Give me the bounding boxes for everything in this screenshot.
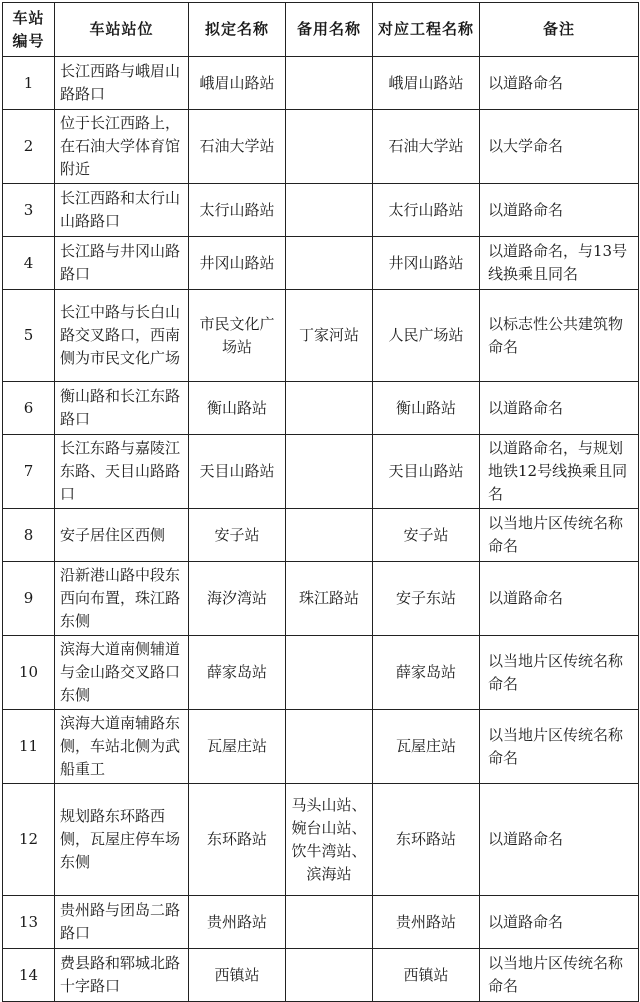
table-row: [3, 184, 639, 237]
station-number-cell: 6: [3, 382, 55, 435]
station-number-cell: 8: [3, 509, 55, 562]
table-row: [3, 949, 639, 1002]
remarks-cell: 以道路命名: [480, 57, 639, 110]
remarks-cell: 以标志性公共建筑物命名: [480, 290, 639, 382]
remarks-cell: 以当地片区传统名称命名: [480, 636, 639, 710]
proposed-name-cell: 天目山路站: [189, 435, 286, 509]
table-row: [3, 509, 639, 562]
remarks-cell: 以当地片区传统名称命名: [480, 949, 639, 1002]
station-location-cell: 长江东路与嘉陵江东路、天目山路路口: [55, 435, 189, 509]
station-location-cell: 长江西路和太行山山路路口: [55, 184, 189, 237]
proposed-name-cell: 西镇站: [189, 949, 286, 1002]
table-row: [3, 636, 639, 710]
remarks-cell: 以当地片区传统名称命名: [480, 509, 639, 562]
station-location-cell: 长江中路与长白山路交叉路口，西南侧为市民文化广场: [55, 290, 189, 382]
project-name-cell: 太行山路站: [373, 184, 480, 237]
station-location-cell: 规划路东环路西侧，瓦屋庄停车场东侧: [55, 784, 189, 896]
project-name-cell: 瓦屋庄站: [373, 710, 480, 784]
table-row: [3, 57, 639, 110]
table-row: [3, 710, 639, 784]
header-station-number: 车站编号: [3, 3, 55, 57]
alternate-name-cell: [286, 509, 373, 562]
station-table: [2, 2, 639, 1002]
proposed-name-cell: 峨眉山路站: [189, 57, 286, 110]
station-location-cell: 长江路与井冈山路路口: [55, 237, 189, 290]
proposed-name-cell: 井冈山路站: [189, 237, 286, 290]
station-number-cell: 7: [3, 435, 55, 509]
proposed-name-cell: 安子站: [189, 509, 286, 562]
station-location-cell: 位于长江西路上，在石油大学体育馆附近: [55, 110, 189, 184]
station-location-cell: 沿新港山路中段东西向布置，珠江路东侧: [55, 562, 189, 636]
remarks-cell: 以道路命名: [480, 562, 639, 636]
project-name-cell: 石油大学站: [373, 110, 480, 184]
alternate-name-cell: [286, 237, 373, 290]
remarks-cell: 以道路命名: [480, 382, 639, 435]
table-row: [3, 562, 639, 636]
station-location-cell: 滨海大道南侧辅道与金山路交叉路口东侧: [55, 636, 189, 710]
header-row: [3, 3, 639, 57]
remarks-cell: 以道路命名: [480, 184, 639, 237]
project-name-cell: 东环路站: [373, 784, 480, 896]
station-number-cell: 11: [3, 710, 55, 784]
station-number-cell: 5: [3, 290, 55, 382]
header-proposed-name: 拟定名称: [189, 3, 286, 57]
header-remarks: 备注: [480, 3, 639, 57]
table-row: [3, 237, 639, 290]
remarks-cell: 以道路命名: [480, 896, 639, 949]
alternate-name-cell: [286, 949, 373, 1002]
station-location-cell: 衡山路和长江东路路口: [55, 382, 189, 435]
alternate-name-cell: [286, 184, 373, 237]
remarks-cell: 以当地片区传统名称命名: [480, 710, 639, 784]
station-location-cell: 费县路和郓城北路十字路口: [55, 949, 189, 1002]
project-name-cell: 安子东站: [373, 562, 480, 636]
project-name-cell: 衡山路站: [373, 382, 480, 435]
table-row: [3, 435, 639, 509]
remarks-cell: 以道路命名: [480, 784, 639, 896]
project-name-cell: 井冈山路站: [373, 237, 480, 290]
project-name-cell: 西镇站: [373, 949, 480, 1002]
proposed-name-cell: 薛家岛站: [189, 636, 286, 710]
alternate-name-cell: [286, 710, 373, 784]
table-row: [3, 784, 639, 896]
proposed-name-cell: 衡山路站: [189, 382, 286, 435]
header-project-name: 对应工程名称: [373, 3, 480, 57]
station-number-cell: 4: [3, 237, 55, 290]
table-row: [3, 290, 639, 382]
table-row: [3, 110, 639, 184]
proposed-name-cell: 市民文化广场站: [189, 290, 286, 382]
alternate-name-cell: 丁家河站: [286, 290, 373, 382]
station-location-cell: 长江西路与峨眉山路路口: [55, 57, 189, 110]
alternate-name-cell: 珠江路站: [286, 562, 373, 636]
table-row: [3, 382, 639, 435]
proposed-name-cell: 太行山路站: [189, 184, 286, 237]
project-name-cell: 安子站: [373, 509, 480, 562]
station-number-cell: 13: [3, 896, 55, 949]
station-location-cell: 贵州路与团岛二路路口: [55, 896, 189, 949]
alternate-name-cell: [286, 435, 373, 509]
project-name-cell: 峨眉山路站: [373, 57, 480, 110]
station-number-cell: 10: [3, 636, 55, 710]
table-row: [3, 896, 639, 949]
station-number-cell: 9: [3, 562, 55, 636]
project-name-cell: 人民广场站: [373, 290, 480, 382]
proposed-name-cell: 石油大学站: [189, 110, 286, 184]
alternate-name-cell: [286, 57, 373, 110]
station-location-cell: 安子居住区西侧: [55, 509, 189, 562]
station-number-cell: 12: [3, 784, 55, 896]
proposed-name-cell: 海汐湾站: [189, 562, 286, 636]
project-name-cell: 天目山路站: [373, 435, 480, 509]
station-number-cell: 14: [3, 949, 55, 1002]
remarks-cell: 以道路命名，与规划地铁12号线换乘且同名: [480, 435, 639, 509]
remarks-cell: 以道路命名，与13号线换乘且同名: [480, 237, 639, 290]
station-number-cell: 1: [3, 57, 55, 110]
table-body: [3, 57, 639, 1002]
alternate-name-cell: [286, 382, 373, 435]
remarks-cell: 以大学命名: [480, 110, 639, 184]
proposed-name-cell: 贵州路站: [189, 896, 286, 949]
alternate-name-cell: 马头山站、婉台山站、饮牛湾站、滨海站: [286, 784, 373, 896]
header-station-location: 车站站位: [55, 3, 189, 57]
station-number-cell: 2: [3, 110, 55, 184]
project-name-cell: 贵州路站: [373, 896, 480, 949]
alternate-name-cell: [286, 896, 373, 949]
proposed-name-cell: 东环路站: [189, 784, 286, 896]
alternate-name-cell: [286, 636, 373, 710]
header-alternate-name: 备用名称: [286, 3, 373, 57]
station-location-cell: 滨海大道南辅路东侧，车站北侧为武船重工: [55, 710, 189, 784]
alternate-name-cell: [286, 110, 373, 184]
project-name-cell: 薛家岛站: [373, 636, 480, 710]
station-number-cell: 3: [3, 184, 55, 237]
proposed-name-cell: 瓦屋庄站: [189, 710, 286, 784]
